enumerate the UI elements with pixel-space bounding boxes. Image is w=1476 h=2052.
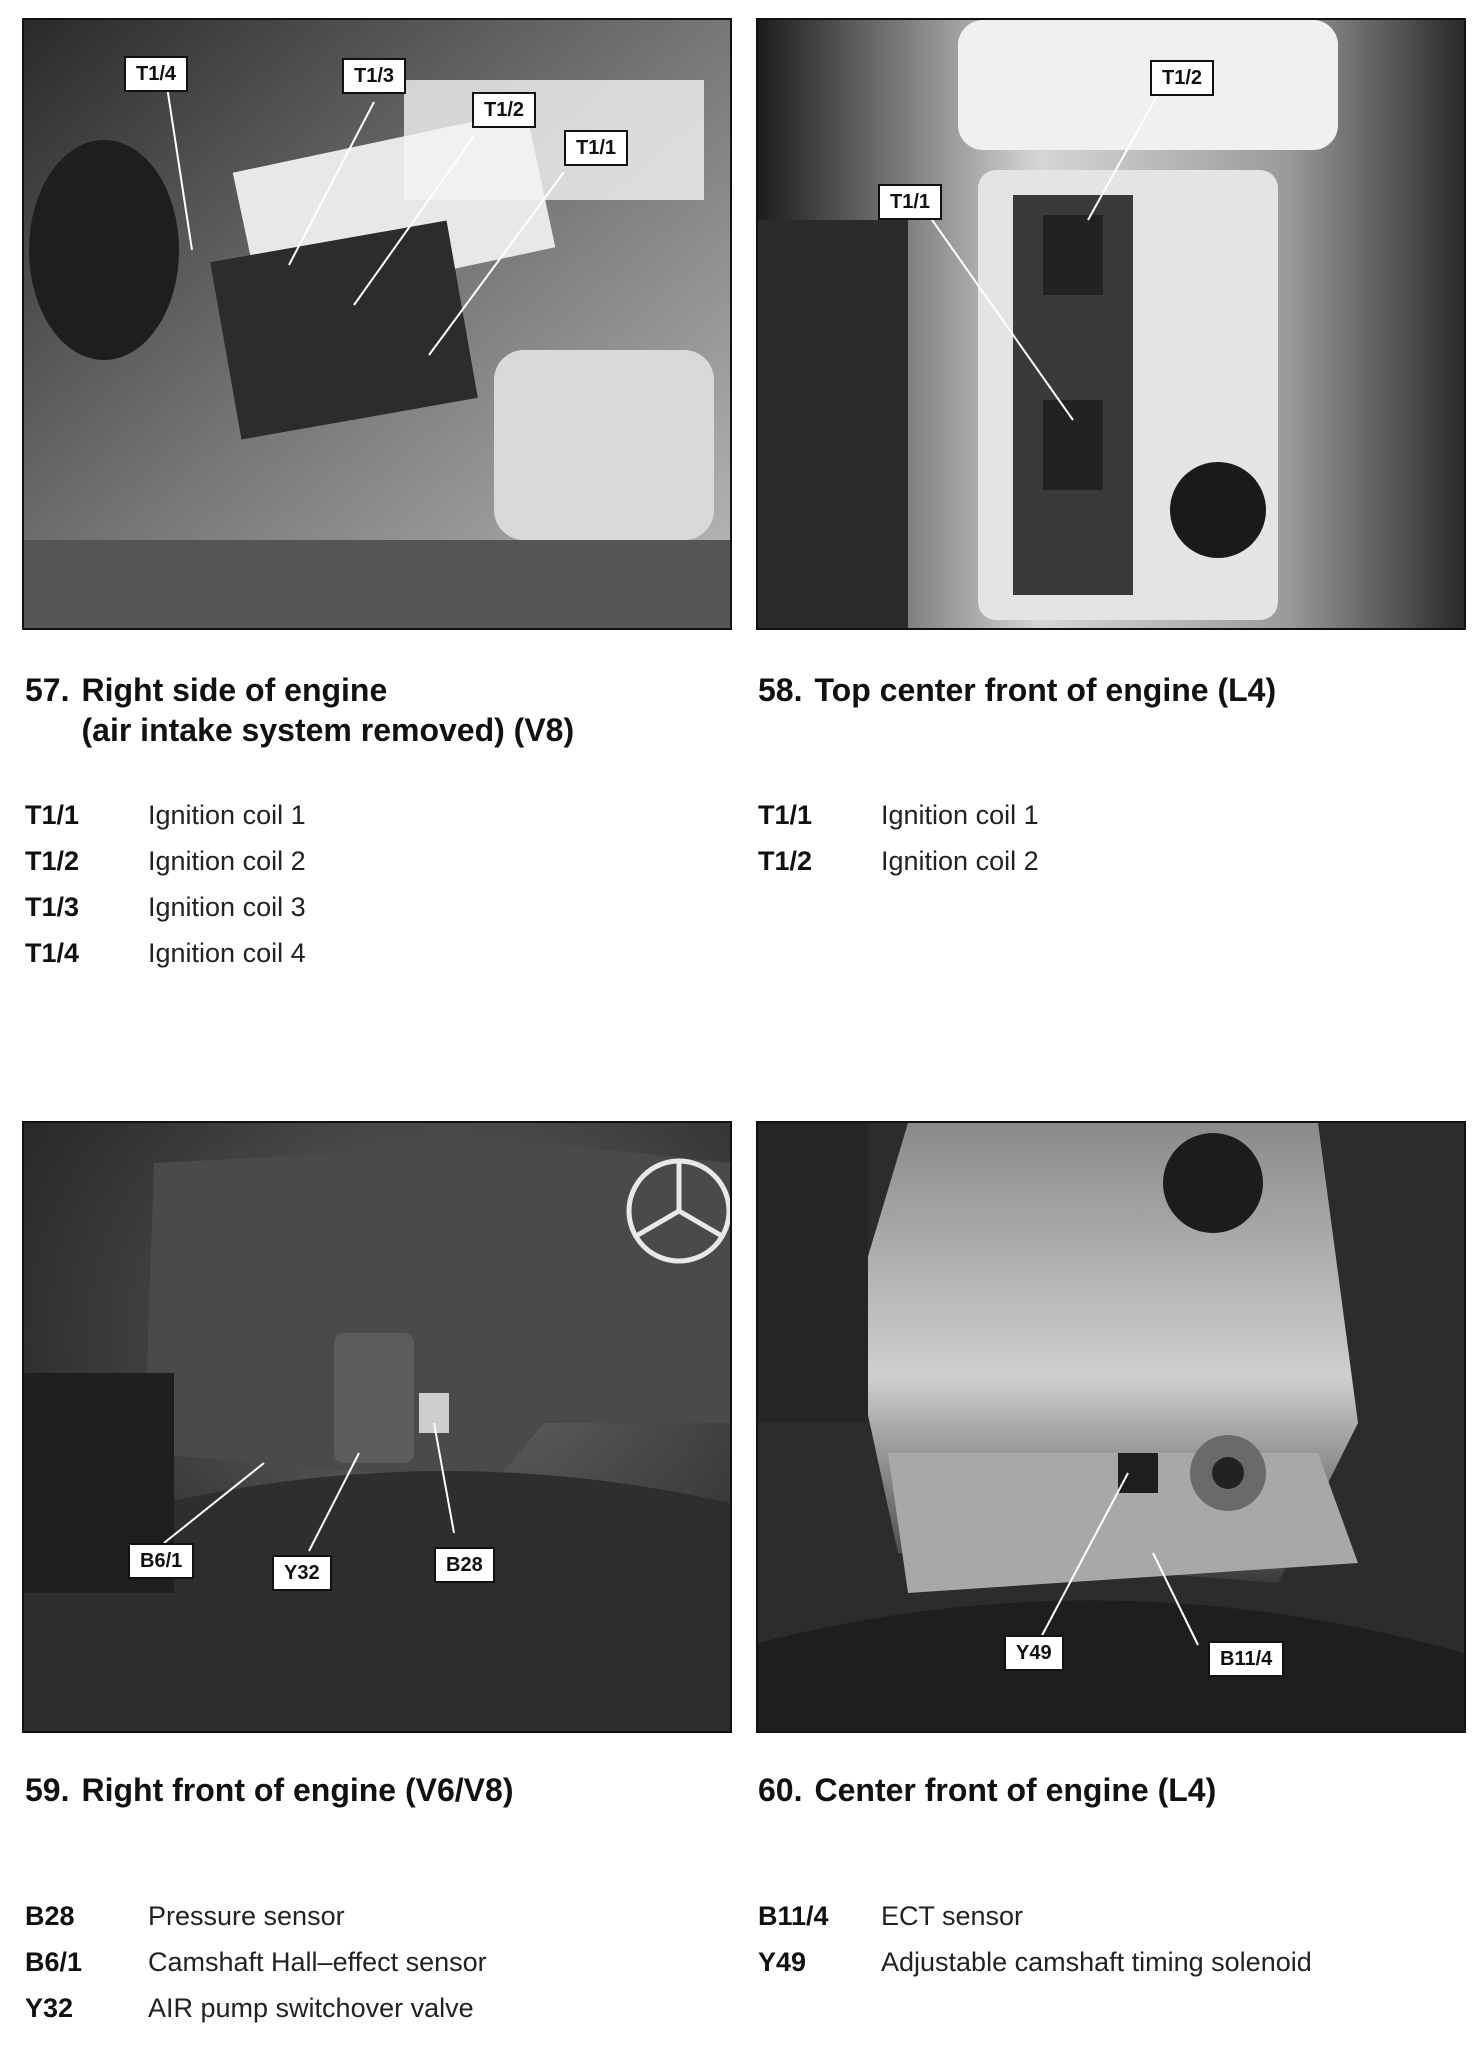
callout-leader-lines — [758, 20, 1464, 628]
figure-59-caption — [25, 1770, 513, 1810]
legend-code: T1/1 — [25, 799, 80, 830]
figure-59-photo — [22, 1121, 732, 1733]
figure-57-photo — [22, 18, 732, 630]
callout-label: T1/1 — [878, 184, 942, 220]
figure-caption-text: Right front of engine (V6/V8) — [81, 1772, 514, 1808]
figure-number: 59. — [25, 1772, 70, 1808]
legend-code: B11/4 — [758, 1900, 829, 1931]
legend-description: Ignition coil 3 — [148, 891, 306, 922]
callout-label: T1/2 — [1150, 60, 1214, 96]
figure-57-legend — [25, 792, 306, 976]
legend-row — [25, 884, 306, 930]
callout-label: T1/2 — [472, 92, 536, 128]
figure-caption-text: Right side of engine (air intake system removed) (V8) — [81, 672, 575, 748]
callout-leader-lines — [758, 1123, 1464, 1731]
callout-label: B28 — [434, 1547, 495, 1583]
legend-code: T1/1 — [758, 799, 813, 830]
legend-description: Adjustable camshaft timing solenoid — [881, 1946, 1312, 1977]
legend-row — [25, 1893, 487, 1939]
legend-code: B6/1 — [25, 1946, 83, 1977]
legend-description: ECT sensor — [881, 1900, 1024, 1931]
figure-60-legend — [758, 1893, 1312, 1985]
legend-description: Ignition coil 2 — [881, 845, 1039, 876]
figure-58-legend — [758, 792, 1039, 884]
figure-number: 60. — [758, 1772, 803, 1808]
callout-label: Y32 — [272, 1555, 332, 1591]
figure-number: 58. — [758, 672, 803, 708]
legend-code: T1/2 — [758, 845, 813, 876]
figure-number: 57. — [25, 672, 70, 708]
figure-60-caption — [758, 1770, 1216, 1810]
callout-label: T1/1 — [564, 130, 628, 166]
legend-code: Y49 — [758, 1946, 807, 1977]
callout-label: Y49 — [1004, 1635, 1064, 1671]
figure-60-photo — [756, 1121, 1466, 1733]
legend-description: Ignition coil 1 — [148, 799, 306, 830]
legend-description: Ignition coil 2 — [148, 845, 306, 876]
callout-label: B6/1 — [128, 1543, 194, 1579]
callout-label: T1/3 — [342, 58, 406, 94]
legend-code: T1/2 — [25, 845, 80, 876]
figure-57-caption — [25, 670, 574, 750]
legend-row — [25, 1939, 487, 1985]
legend-row — [758, 1939, 1312, 1985]
legend-row — [758, 838, 1039, 884]
legend-code: Y32 — [25, 1992, 74, 2023]
legend-description: Ignition coil 1 — [881, 799, 1039, 830]
figure-caption-text: Top center front of engine (L4) — [814, 672, 1277, 708]
legend-row — [25, 930, 306, 976]
legend-code: B28 — [25, 1900, 75, 1931]
legend-row — [25, 792, 306, 838]
legend-row — [758, 792, 1039, 838]
figure-caption-text: Center front of engine (L4) — [814, 1772, 1217, 1808]
figure-58-caption — [758, 670, 1276, 710]
callout-leader-lines — [24, 1123, 730, 1731]
legend-code: T1/4 — [25, 937, 80, 968]
legend-row — [758, 1893, 1312, 1939]
callout-leader-lines — [24, 20, 730, 628]
legend-description: AIR pump switchover valve — [148, 1992, 474, 2023]
callout-label: B11/4 — [1208, 1641, 1284, 1677]
legend-code: T1/3 — [25, 891, 80, 922]
legend-description: Pressure sensor — [148, 1900, 345, 1931]
legend-description: Ignition coil 4 — [148, 937, 306, 968]
figure-59-legend — [25, 1893, 487, 2031]
legend-description: Camshaft Hall–effect sensor — [148, 1946, 487, 1977]
legend-row — [25, 1985, 487, 2031]
callout-label: T1/4 — [124, 56, 188, 92]
figure-58-photo — [756, 18, 1466, 630]
legend-row — [25, 838, 306, 884]
